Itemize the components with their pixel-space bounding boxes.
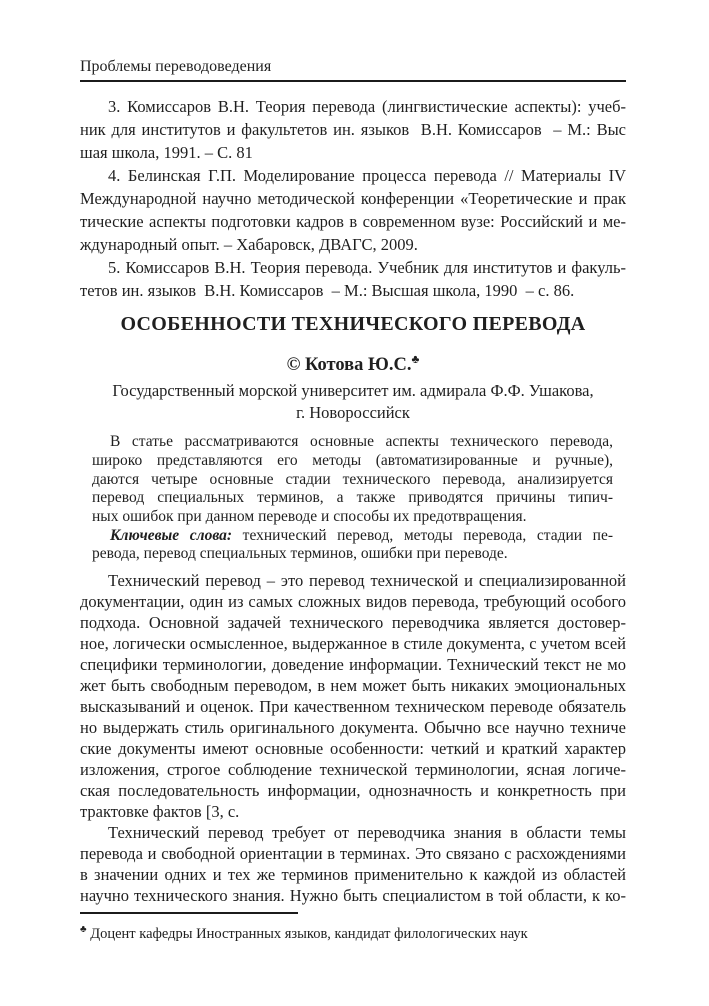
keywords-line2: ревода, перевод специальных терминов, ошибки при переводе. <box>92 545 508 563</box>
text-line: ская последовательность информации, однозначность и конкретность при <box>80 781 626 801</box>
club-footnote-mark-icon: ♣ <box>80 924 87 936</box>
footnote-text: Доцент кафедры Иностранных языков, кандидат филологических наук <box>90 925 528 942</box>
text-line: тические аспекты подготовки кадров в современном вузе: Российский и ме- <box>80 212 626 231</box>
text-line: перевод специальных терминов, а также приводятся причины типич- <box>92 489 613 507</box>
text-line: ник для институтов и факультетов ин. языков В.Н. Комиссаров – М.: Выс <box>80 120 626 139</box>
keywords-text: технический перевод, методы перевода, стадии пе- <box>232 526 613 544</box>
text-line: 5. Комиссаров В.Н. Теория перевода. Учебник для институтов и факуль- <box>108 258 626 277</box>
author-line <box>80 348 626 377</box>
text-line: ных ошибок при данном переводе и способы их предотвращения. <box>92 507 527 525</box>
text-line: высказываний и оценок. При качественном техническом переводе обязатель <box>80 697 626 717</box>
text-line: трактовке фактов [3, с. <box>80 802 240 822</box>
text-line: жет быть свободным переводом, в нем может быть никаких эмоциональных <box>80 676 626 696</box>
text-line: тетов ин. языков В.Н. Комиссаров – М.: Высшая школа, 1990 – с. 86. <box>80 281 575 300</box>
footnote <box>80 921 626 943</box>
text-line: документации, один из самых сложных видов перевода, требующий особого <box>80 592 626 612</box>
text-line: шая школа, 1991. – С. 81 <box>80 143 253 162</box>
text-line: подхода. Основной задачей технического переводчика является достовер- <box>80 613 626 633</box>
paragraph-2 <box>80 822 626 906</box>
keywords-line1 <box>92 527 613 546</box>
header-rule <box>80 80 626 82</box>
text-line: широко представляются его методы (автоматизированные и ручные), <box>92 451 613 469</box>
references-section <box>80 95 626 302</box>
text-line: научно технического знания. Нужно быть специалистом в той области, к ко- <box>80 886 626 906</box>
text-line: изложения, строгое соблюдение технической терминологии, ясная логиче- <box>80 760 626 780</box>
text-line: ждународный опыт. – Хабаровск, ДВАГС, 2009. <box>80 235 418 254</box>
abstract-text <box>92 433 613 527</box>
text-line: ное, логически осмысленное, выдержанное в стиле документа, с учетом всей <box>80 634 626 654</box>
text-line: Технический перевод – это перевод технической и специализированной <box>108 571 626 591</box>
keywords-label: Ключевые слова: <box>110 526 233 544</box>
text-line: В статье рассматриваются основные аспекты технического перевода, <box>110 433 613 451</box>
club-footnote-mark-icon: ♣ <box>411 352 420 366</box>
text-line: 3. Комиссаров В.Н. Теория перевода (лингвистические аспекты): учеб- <box>108 97 626 116</box>
paragraph-1 <box>80 570 626 822</box>
text-line: даются четыре основные стадии технического перевода, анализируется <box>92 470 613 488</box>
reference-item-4 <box>80 164 626 256</box>
reference-item-5 <box>80 256 626 302</box>
reference-item-3 <box>80 95 626 164</box>
affiliation-line1: Государственный морской университет им. адмирала Ф.Ф. Ушакова, <box>112 381 594 401</box>
footnote-rule <box>80 912 298 914</box>
text-line: специфики терминологии, доведение информации. Технический текст не мо <box>80 655 626 675</box>
text-line: Технический перевод требует от переводчика знания в области темы <box>108 823 626 843</box>
text-line: но выдержать стиль оригинального документа. Обычно все научно техниче <box>80 718 626 738</box>
running-head: Проблемы переводоведения <box>80 58 272 75</box>
article-title: ОСОБЕННОСТИ ТЕХНИЧЕСКОГО ПЕРЕВОДА <box>120 313 586 335</box>
author-name: © Котова Ю.С. <box>286 355 412 376</box>
affiliation-line2: г. Новороссийск <box>296 403 410 423</box>
text-line: 4. Белинская Г.П. Моделирование процесса перевода // Материалы IV <box>108 166 626 185</box>
text-line: Международной научно методической конференции «Теоретические и прак <box>80 189 626 208</box>
affiliation <box>80 380 626 424</box>
abstract-section <box>92 433 613 564</box>
article-body <box>80 570 626 906</box>
text-line: в значении одних и тех же терминов применительно к каждой из областей <box>80 865 626 885</box>
text-line: перевода и свободной ориентации в терминах. Это связано с расхождениями <box>80 844 626 864</box>
text-line: ские документы имеют основные особенности: четкий и краткий характер <box>80 739 626 759</box>
